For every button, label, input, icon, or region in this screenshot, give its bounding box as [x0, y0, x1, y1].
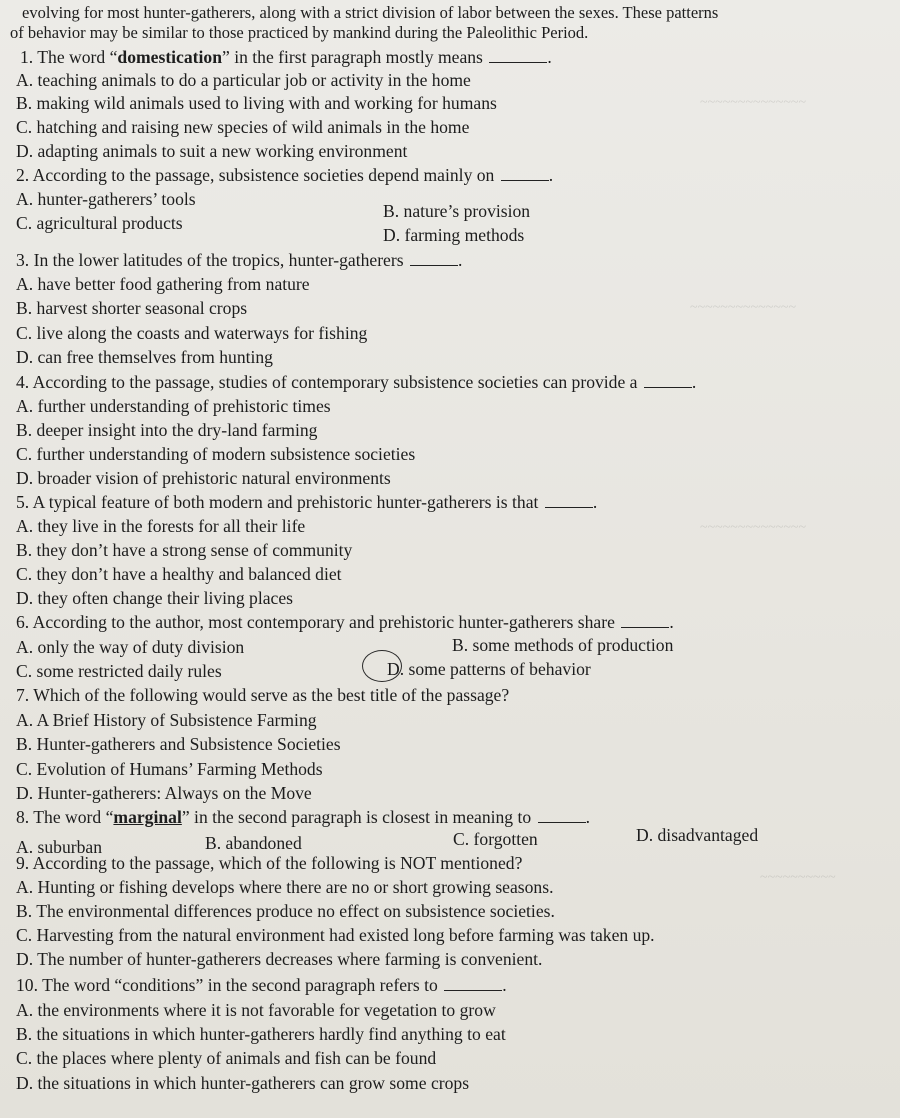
option-10b[interactable]: B. the situations in which hunter-gatherers hardly find anything to eat [16, 1024, 506, 1044]
option-9a[interactable]: A. Hunting or fishing develops where there are no or short growing seasons. [16, 877, 554, 897]
bleed-through-text: ~~~~~~~~~~~~~~ [690, 300, 797, 315]
option-4a[interactable]: A. further understanding of prehistoric times [16, 396, 331, 416]
option-5a[interactable]: A. they live in the forests for all their life [16, 516, 306, 536]
option-7c[interactable]: C. Evolution of Humans’ Farming Methods [16, 759, 323, 779]
question-3: 3. In the lower latitudes of the tropics, hunter-gatherers . [16, 250, 463, 270]
option-5c[interactable]: C. they don’t have a healthy and balanced diet [16, 564, 342, 584]
answer-blank[interactable] [538, 808, 586, 823]
question-8: 8. The word “marginal” in the second paragraph is closest in meaning to . [16, 807, 590, 827]
option-2b[interactable]: B. nature’s provision [383, 201, 531, 221]
intro-line-1: evolving for most hunter-gatherers, along with a strict division of labor between the sexes. These patterns [22, 3, 719, 22]
keyword-domestication: domestication [117, 47, 222, 67]
option-6a[interactable]: A. only the way of duty division [16, 637, 245, 657]
option-10a[interactable]: A. the environments where it is not favorable for vegetation to grow [16, 1000, 496, 1020]
option-4b[interactable]: B. deeper insight into the dry-land farming [16, 420, 318, 440]
question-4: 4. According to the passage, studies of contemporary subsistence societies can provide a . [16, 372, 697, 392]
option-7a[interactable]: A. A Brief History of Subsistence Farming [16, 710, 317, 730]
option-3d[interactable]: D. can free themselves from hunting [16, 347, 273, 367]
option-4d[interactable]: D. broader vision of prehistoric natural environments [16, 468, 391, 488]
answer-blank[interactable] [545, 493, 593, 508]
option-3c[interactable]: C. live along the coasts and waterways for fishing [16, 323, 368, 343]
option-8b[interactable]: B. abandoned [205, 833, 302, 853]
bleed-through-text: ~~~~~~~~~~~~~~ [700, 95, 807, 110]
option-6d[interactable]: D. some patterns of behavior [387, 659, 591, 679]
bleed-through-text: ~~~~~~~~~~~~~~ [700, 520, 807, 535]
option-7d[interactable]: D. Hunter-gatherers: Always on the Move [16, 783, 312, 803]
option-5d[interactable]: D. they often change their living places [16, 588, 294, 608]
question-6: 6. According to the author, most contemporary and prehistoric hunter-gatherers share . [16, 612, 674, 632]
question-2: 2. According to the passage, subsistence societies depend mainly on . [16, 165, 554, 185]
question-7: 7. Which of the following would serve as the best title of the passage? [16, 685, 510, 705]
option-8a[interactable]: A. suburban [16, 837, 103, 857]
option-7b[interactable]: B. Hunter-gatherers and Subsistence Societies [16, 734, 341, 754]
option-8d[interactable]: D. disadvantaged [636, 825, 759, 845]
option-9d[interactable]: D. The number of hunter-gatherers decreases where farming is convenient. [16, 949, 543, 969]
option-10d[interactable]: D. the situations in which hunter-gatherers can grow some crops [16, 1073, 470, 1093]
keyword-marginal: marginal [113, 807, 182, 827]
answer-blank[interactable] [489, 48, 547, 63]
option-1d[interactable]: D. adapting animals to suit a new working environment [16, 141, 408, 161]
answer-blank[interactable] [444, 976, 502, 991]
question-9: 9. According to the passage, which of the following is NOT mentioned? [16, 853, 523, 873]
intro-line-2: of behavior may be similar to those practiced by mankind during the Paleolithic Period. [10, 23, 589, 42]
question-10: 10. The word “conditions” in the second paragraph refers to . [16, 975, 507, 995]
option-9c[interactable]: C. Harvesting from the natural environment had existed long before farming was taken up. [16, 925, 655, 945]
option-8c[interactable]: C. forgotten [453, 829, 538, 849]
option-2a[interactable]: A. hunter-gatherers’ tools [16, 189, 196, 209]
option-9b[interactable]: B. The environmental differences produce no effect on subsistence societies. [16, 901, 555, 921]
option-1c[interactable]: C. hatching and raising new species of wild animals in the home [16, 117, 470, 137]
option-10c[interactable]: C. the places where plenty of animals and fish can be found [16, 1048, 437, 1068]
option-3a[interactable]: A. have better food gathering from nature [16, 274, 310, 294]
option-1a[interactable]: A. teaching animals to do a particular job or activity in the home [16, 70, 471, 90]
option-1b[interactable]: B. making wild animals used to living with and working for humans [16, 93, 497, 113]
option-3b[interactable]: B. harvest shorter seasonal crops [16, 298, 248, 318]
option-2d[interactable]: D. farming methods [383, 225, 525, 245]
answer-blank[interactable] [621, 613, 669, 628]
option-2c[interactable]: C. agricultural products [16, 213, 183, 233]
answer-blank[interactable] [501, 166, 549, 181]
question-1: 1. The word “domestication” in the first paragraph mostly means . [20, 47, 552, 67]
bleed-through-text: ~~~~~~~~~~ [760, 870, 836, 885]
option-5b[interactable]: B. they don’t have a strong sense of community [16, 540, 353, 560]
option-6b[interactable]: B. some methods of production [452, 635, 674, 655]
pen-circle-mark [362, 650, 402, 682]
question-5: 5. A typical feature of both modern and prehistoric hunter-gatherers is that . [16, 492, 598, 512]
answer-blank[interactable] [410, 251, 458, 266]
answer-blank[interactable] [644, 373, 692, 388]
option-6c[interactable]: C. some restricted daily rules [16, 661, 222, 681]
option-4c[interactable]: C. further understanding of modern subsistence societies [16, 444, 416, 464]
